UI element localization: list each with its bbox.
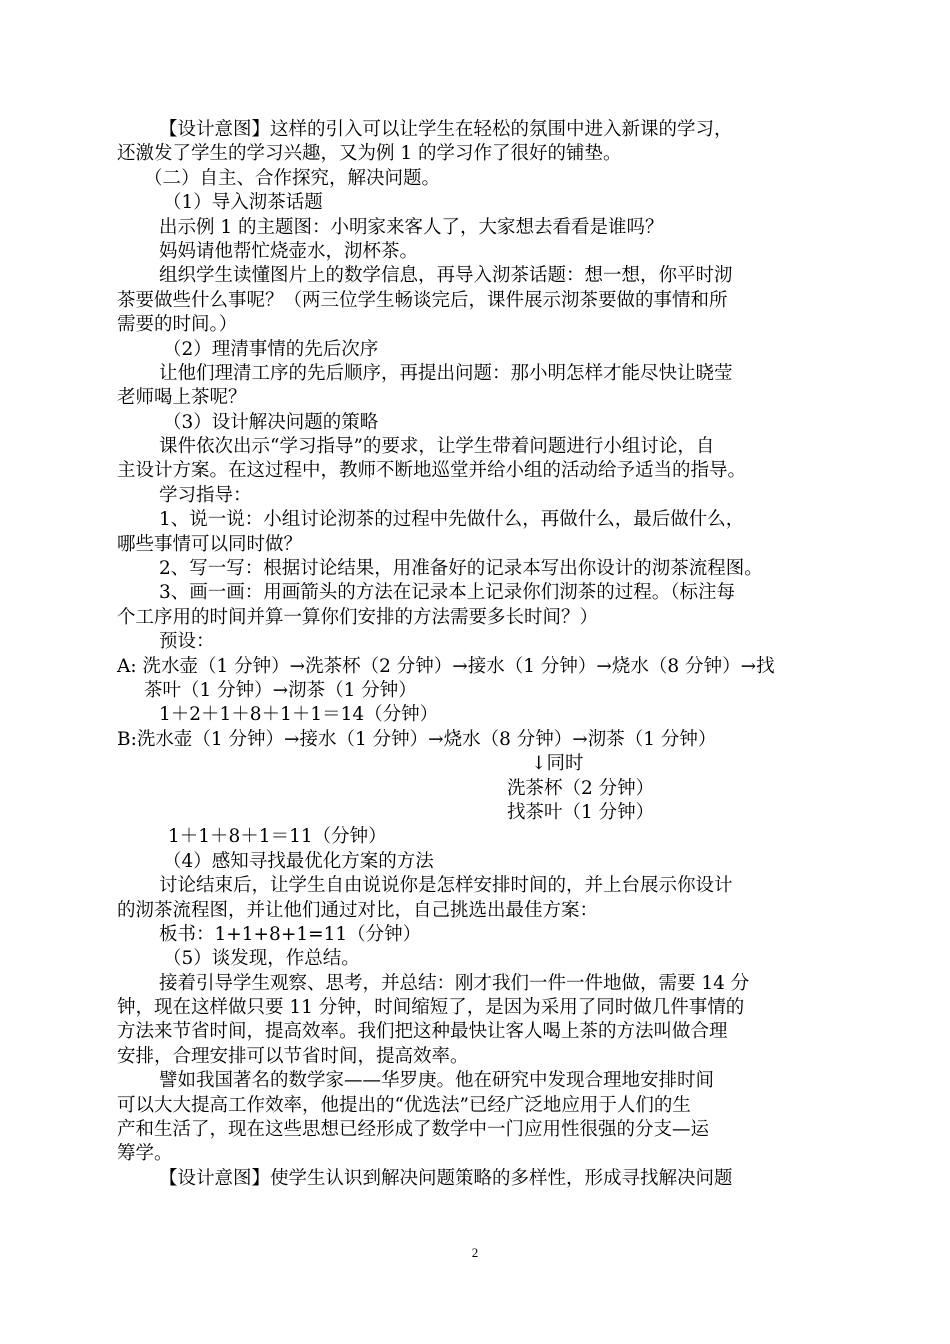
- text-line: 接着引导学生观察、思考，并总结：刚才我们一件一件地做，需要 14 分: [159, 972, 750, 994]
- text-line: 讨论结束后，让学生自由说说你是怎样安排时间的，并上台展示你设计: [159, 875, 733, 897]
- design-intent-paragraph: 【设计意图】使学生认识到解决问题策略的多样性，形成寻找解决问题: [159, 1167, 733, 1189]
- plan-b-branch: 找茶叶（1 分钟）: [507, 801, 655, 823]
- guide-item: 3、画一画：用画箭头的方法在记录本上记录你们沏茶的过程。（标注每: [159, 582, 736, 604]
- text-line: 妈妈请他帮忙烧壶水，沏杯茶。: [159, 240, 419, 262]
- board-writing: 板书：1+1+8+1=11（分钟）: [159, 923, 422, 945]
- text-line: 哪些事情可以同时做？: [117, 533, 303, 555]
- text-line: 个工序用的时间并算一算你们安排的方法需要多长时间？）: [117, 606, 599, 628]
- subsection-heading: （5）谈发现，作总结。: [163, 948, 360, 970]
- text-line: 组织学生读懂图片上的数学信息，再导入沏茶话题：想一想，你平时沏: [159, 265, 733, 287]
- text-line: 的沏茶流程图，并让他们通过对比，自己挑选出最佳方案：: [117, 899, 599, 921]
- plan-a-formula: 1＋2＋1＋8＋1＋1＝14（分钟）: [159, 704, 439, 726]
- text-line: 需要的时间。）: [117, 314, 238, 336]
- guide-item: 1、说一说：小组讨论沏茶的过程中先做什么，再做什么，最后做什么，: [159, 509, 745, 531]
- text-line: 安排，合理安排可以节省时间，提高效率。: [117, 1045, 469, 1067]
- text-line: 老师喝上茶呢？: [117, 387, 247, 409]
- plan-b-formula: 1＋1＋8＋1＝11（分钟）: [168, 826, 387, 848]
- guide-item: 2、写一写：根据讨论结果，用准备好的记录本写出你设计的沏茶流程图。: [159, 558, 763, 580]
- text-line: 出示例 1 的主题图：小明家来客人了，大家想去看看是谁吗？: [159, 216, 664, 238]
- section-heading: （二）自主、合作探究，解决问题。: [144, 167, 441, 189]
- text-line: 方法来节省时间，提高效率。我们把这种最快让客人喝上茶的方法叫做合理: [117, 1021, 728, 1043]
- text-line: 可以大大提高工作效率，他提出的“优选法”已经广泛地应用于人们的生: [117, 1094, 691, 1116]
- down-arrow-simultaneous: ↓同时: [531, 753, 584, 775]
- document-body: [0, 118, 950, 1191]
- text-line: 茶要做些什么事呢？（两三位学生畅谈完后，课件展示沏茶要做的事情和所: [117, 289, 728, 311]
- subsection-heading: （1）导入沏茶话题: [163, 192, 323, 214]
- subsection-heading: （2）理清事情的先后次序: [163, 338, 379, 360]
- text-line: 筹学。: [117, 1143, 173, 1165]
- plan-a-continued: 茶叶（1 分钟）→沏茶（1 分钟）: [144, 679, 417, 701]
- text-line: 譬如我国著名的数学家——华罗庚。他在研究中发现合理地安排时间: [159, 1070, 715, 1092]
- page-number: 2: [471, 1245, 479, 1260]
- plan-b-line: B:洗水壶（1 分钟）→接水（1 分钟）→烧水（8 分钟）→沏茶（1 分钟）: [117, 728, 717, 750]
- subsection-heading: （4）感知寻找最优化方案的方法: [163, 850, 434, 872]
- plan-a-line: A: 洗水壶（1 分钟）→洗茶杯（2 分钟）→接水（1 分钟）→烧水（8 分钟）→找: [117, 655, 775, 677]
- design-intent-paragraph: 【设计意图】这样的引入可以让学生在轻松的氛围中进入新课的学习，: [159, 119, 733, 140]
- text-line: 课件依次出示“学习指导”的要求，让学生带着问题进行小组讨论，自: [159, 436, 715, 458]
- text-line: 让他们理清工序的先后顺序，再提出问题：那小明怎样才能尽快让晓莹: [159, 362, 733, 384]
- text-line: 还激发了学生的学习兴趣，又为例 1 的学习作了很好的铺垫。: [117, 143, 622, 165]
- text-line: 产和生活了，现在这些思想已经形成了数学中一门应用性很强的分支—运: [117, 1119, 710, 1141]
- plan-b-branch: 洗茶杯（2 分钟）: [507, 777, 655, 799]
- text-line: 钟，现在这样做只要 11 分钟，时间缩短了，是因为采用了同时做几件事情的: [117, 997, 745, 1019]
- text-line: 主设计方案。在这过程中，教师不断地巡堂并给小组的活动给予适当的指导。: [117, 460, 747, 482]
- subsection-heading: （3）设计解决问题的策略: [163, 411, 379, 433]
- study-guide-label: 学习指导：: [159, 484, 252, 506]
- preset-label: 预设：: [159, 631, 215, 653]
